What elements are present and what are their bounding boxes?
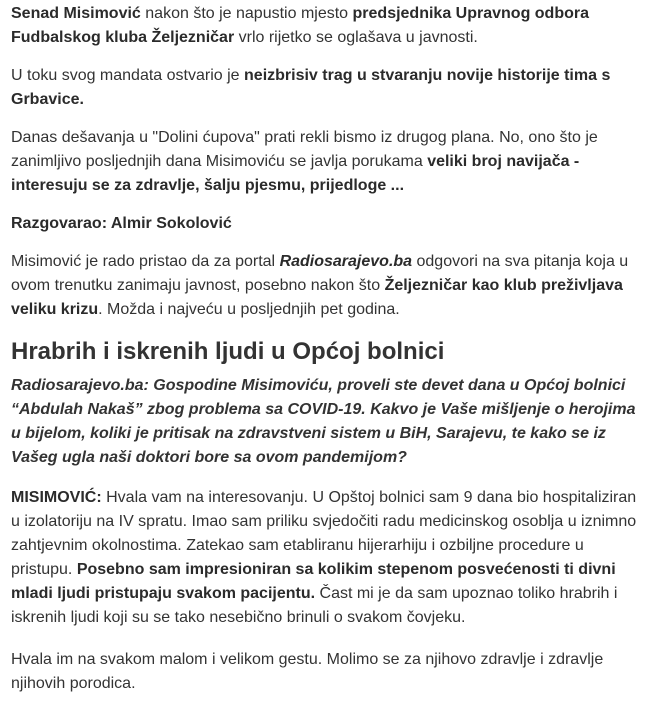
author-line: Razgovarao: Almir Sokolović: [11, 215, 232, 232]
person-name: Senad Misimović: [11, 5, 141, 22]
interview-question: Radiosarajevo.ba: Gospodine Misimoviću, proveli ste devet dana u Općoj bolnici “Abdulah Nakaš” zbog problema sa COVID-19. Kakvo je Vaše mišljenje o herojima u bijelom, koliki je pritisak na zdravstveni sistem u BiH, Sarajevu, te kako se iz Vašeg ugla naši doktori bore sa ovom pandemijom?: [11, 377, 636, 466]
intro-paragraph: Senad Misimović nakon što je napustio mjesto predsjednika Upravnog odbora Fudbalskog kluba Željezničar vrlo rijetko se oglašava u javnosti.: [11, 5, 589, 46]
closing-paragraph: Hvala im na svakom malom i velikom gestu. Molimo se za njihovo zdravlje i zdravlje njihovih porodica.: [11, 651, 604, 692]
mandate-paragraph: U toku svog mandata ostvario je neizbrisiv trag u stvaranju novije historije tima s Grbavice.: [11, 67, 611, 108]
speaker-label: MISIMOVIĆ:: [11, 489, 102, 506]
portal-paragraph: Misimović je rado pristao da za portal Radiosarajevo.ba odgovori na sva pitanja koja u ovom trenutku zanimaju javnost, posebno nakon što Željezničar kao klub preživljava veliku krizu. Možda i najveću u posljednjih pet godina.: [11, 253, 629, 318]
portal-name: Radiosarajevo.ba: [279, 253, 413, 270]
interview-answer: MISIMOVIĆ: Hvala vam na interesovanju. U Opštoj bolnici sam 9 dana bio hospitaliziran u izolatoriju na IV spratu. Imao sam priliku svjedočiti radu medicinskog osoblja u iznimno zahtjevnim okolnostima. Zatekao sam etabliranu hijerarhiju i ozbiljne procedure u pristupu. Posebno sam impresioniran sa kolikim stepenom posvećenosti ti divni mladi ljudi pristupaju svakom pacijentu. Čast mi je da sam upoznao toliko hrabrih i iskrenih ljudi koji su se tako nesebično brinuli o svakom čovjeku.: [11, 489, 637, 626]
fans-paragraph: Danas dešavanja u "Dolini ćupova" prati rekli bismo iz drugog plana. No, ono što je zanimljivo posljednjih dana Misimoviću se javlja porukama veliki broj navijača - interesuju se za zdravlje, šalju pjesmu, prijedloge ...: [11, 129, 598, 194]
section-heading: Hrabrih i iskrenih ljudi u Općoj bolnici: [11, 338, 445, 365]
